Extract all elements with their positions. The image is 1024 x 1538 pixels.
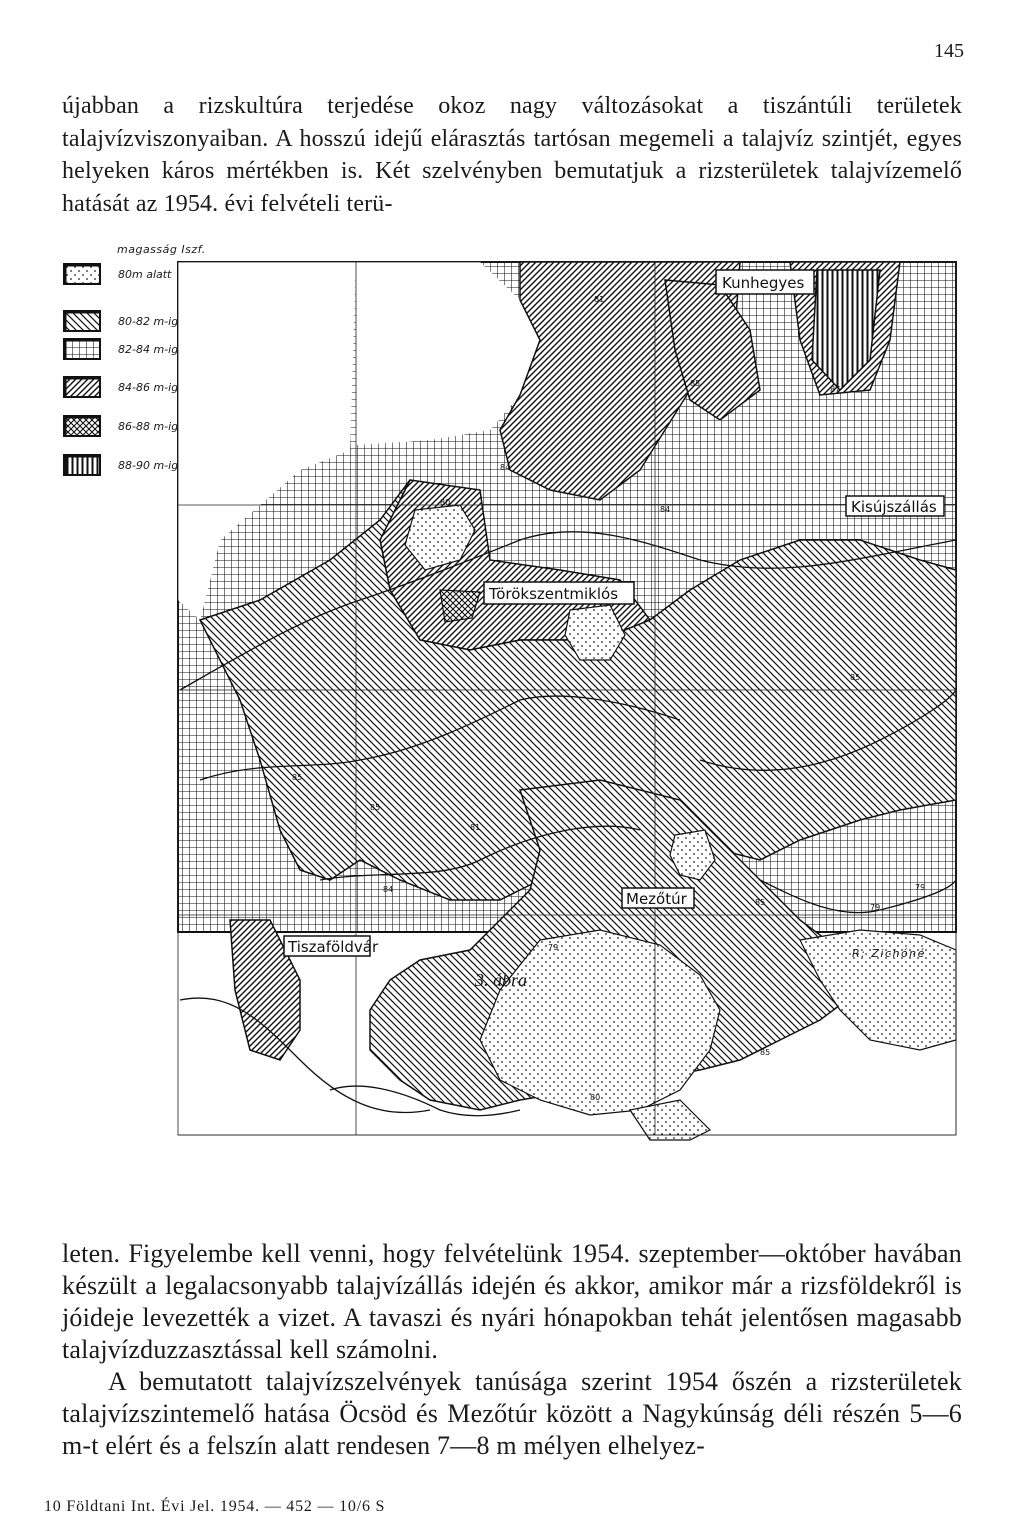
legend-label: 84-86 m-ig xyxy=(118,381,179,394)
legend-swatch-diag-fwd xyxy=(63,376,101,398)
place-kunhegyes: Kunhegyes xyxy=(722,274,805,292)
legend-swatch-dots xyxy=(63,263,101,285)
bottom-paragraph-2: A bemutatott talajvízszelvények tanúsága szerint 1954 őszén a rizsterületek talajvízszintemelő hatása Öcsöd és Mezőtúr között a Nagykúnság déli részén 5—6 m-t elért és a felszín alatt rendesen 7—8 m mélyen elhelyez- xyxy=(62,1367,962,1460)
bottom-paragraphs xyxy=(62,1238,962,1462)
contour-label: 81 xyxy=(594,295,605,304)
legend-label: 80-82 m-ig xyxy=(118,315,179,328)
contour-label: 80 xyxy=(590,1093,601,1102)
contour-label: 81 xyxy=(470,823,481,832)
legend-label: 82-84 m-ig xyxy=(118,343,179,356)
contour-label: 84 xyxy=(500,463,511,472)
contour-label: 80 xyxy=(440,498,451,507)
legend-swatch-diag-back xyxy=(63,310,101,332)
place-kisujszallas: Kisújszállás xyxy=(851,498,937,516)
contour-label: 79 xyxy=(870,903,881,912)
legend-label: 86-88 m-ig xyxy=(118,420,179,433)
map-author: R: Zichóné xyxy=(852,947,926,960)
contour-label: 85 xyxy=(755,898,766,907)
figure-caption: 3. ábra xyxy=(475,970,528,990)
place-tiszafoldvar: Tiszaföldvár xyxy=(288,938,379,956)
page-footer: 10 Földtani Int. Évi Jel. 1954. — 452 — 10/6 S xyxy=(44,1498,386,1515)
contour-label: 79 xyxy=(915,883,926,892)
legend-swatch-crosshatch xyxy=(63,415,101,437)
legend-title: magasság Iszf. xyxy=(117,243,206,256)
legend-swatch-vertical xyxy=(63,454,101,476)
page-number: 145 xyxy=(934,40,964,62)
contour-label: 85 xyxy=(850,673,861,682)
contour-label: 85 xyxy=(292,773,303,782)
contour-label: 87 xyxy=(830,385,841,394)
contour-label: 84 xyxy=(660,505,671,514)
legend-label: 88-90 m-ig xyxy=(118,459,179,472)
contour-label: 85 xyxy=(690,379,701,388)
contour-label: 79 xyxy=(548,943,559,952)
top-paragraph-text: újabban a rizskultúra terjedése okoz nagy változásokat a tiszántúli területek talajvízviszonyaiban. A hosszú idejű elárasztás tartósan megemeli a talajvíz szintjét, egyes helyeken káros mértékben is. Két szelvényben bemutatjuk a rizsterületek talajvízemelő hatását az 1954. évi felvételi terü- xyxy=(62,93,962,217)
legend-swatch-grid xyxy=(63,338,101,360)
place-torokszentmiklos: Törökszentmiklós xyxy=(489,585,619,603)
contour-label: 85 xyxy=(760,1048,771,1057)
contour-label: 84 xyxy=(383,885,394,894)
bottom-paragraph-1: leten. Figyelembe kell venni, hogy felvételünk 1954. szeptember—október havában készült a legalacsonyabb talajvízállás idején és akkor, amikor már a rizsföldekről is jóideje levezették a vizet. A tavaszi és nyári hónapokban tehát jelentősen magasabb talajvízduzzasztással kell számolni. xyxy=(62,1239,962,1364)
place-mezotur: Mezőtúr xyxy=(626,890,687,908)
legend-label: 80m alatt xyxy=(118,268,172,281)
contour-label: 85 xyxy=(370,803,381,812)
